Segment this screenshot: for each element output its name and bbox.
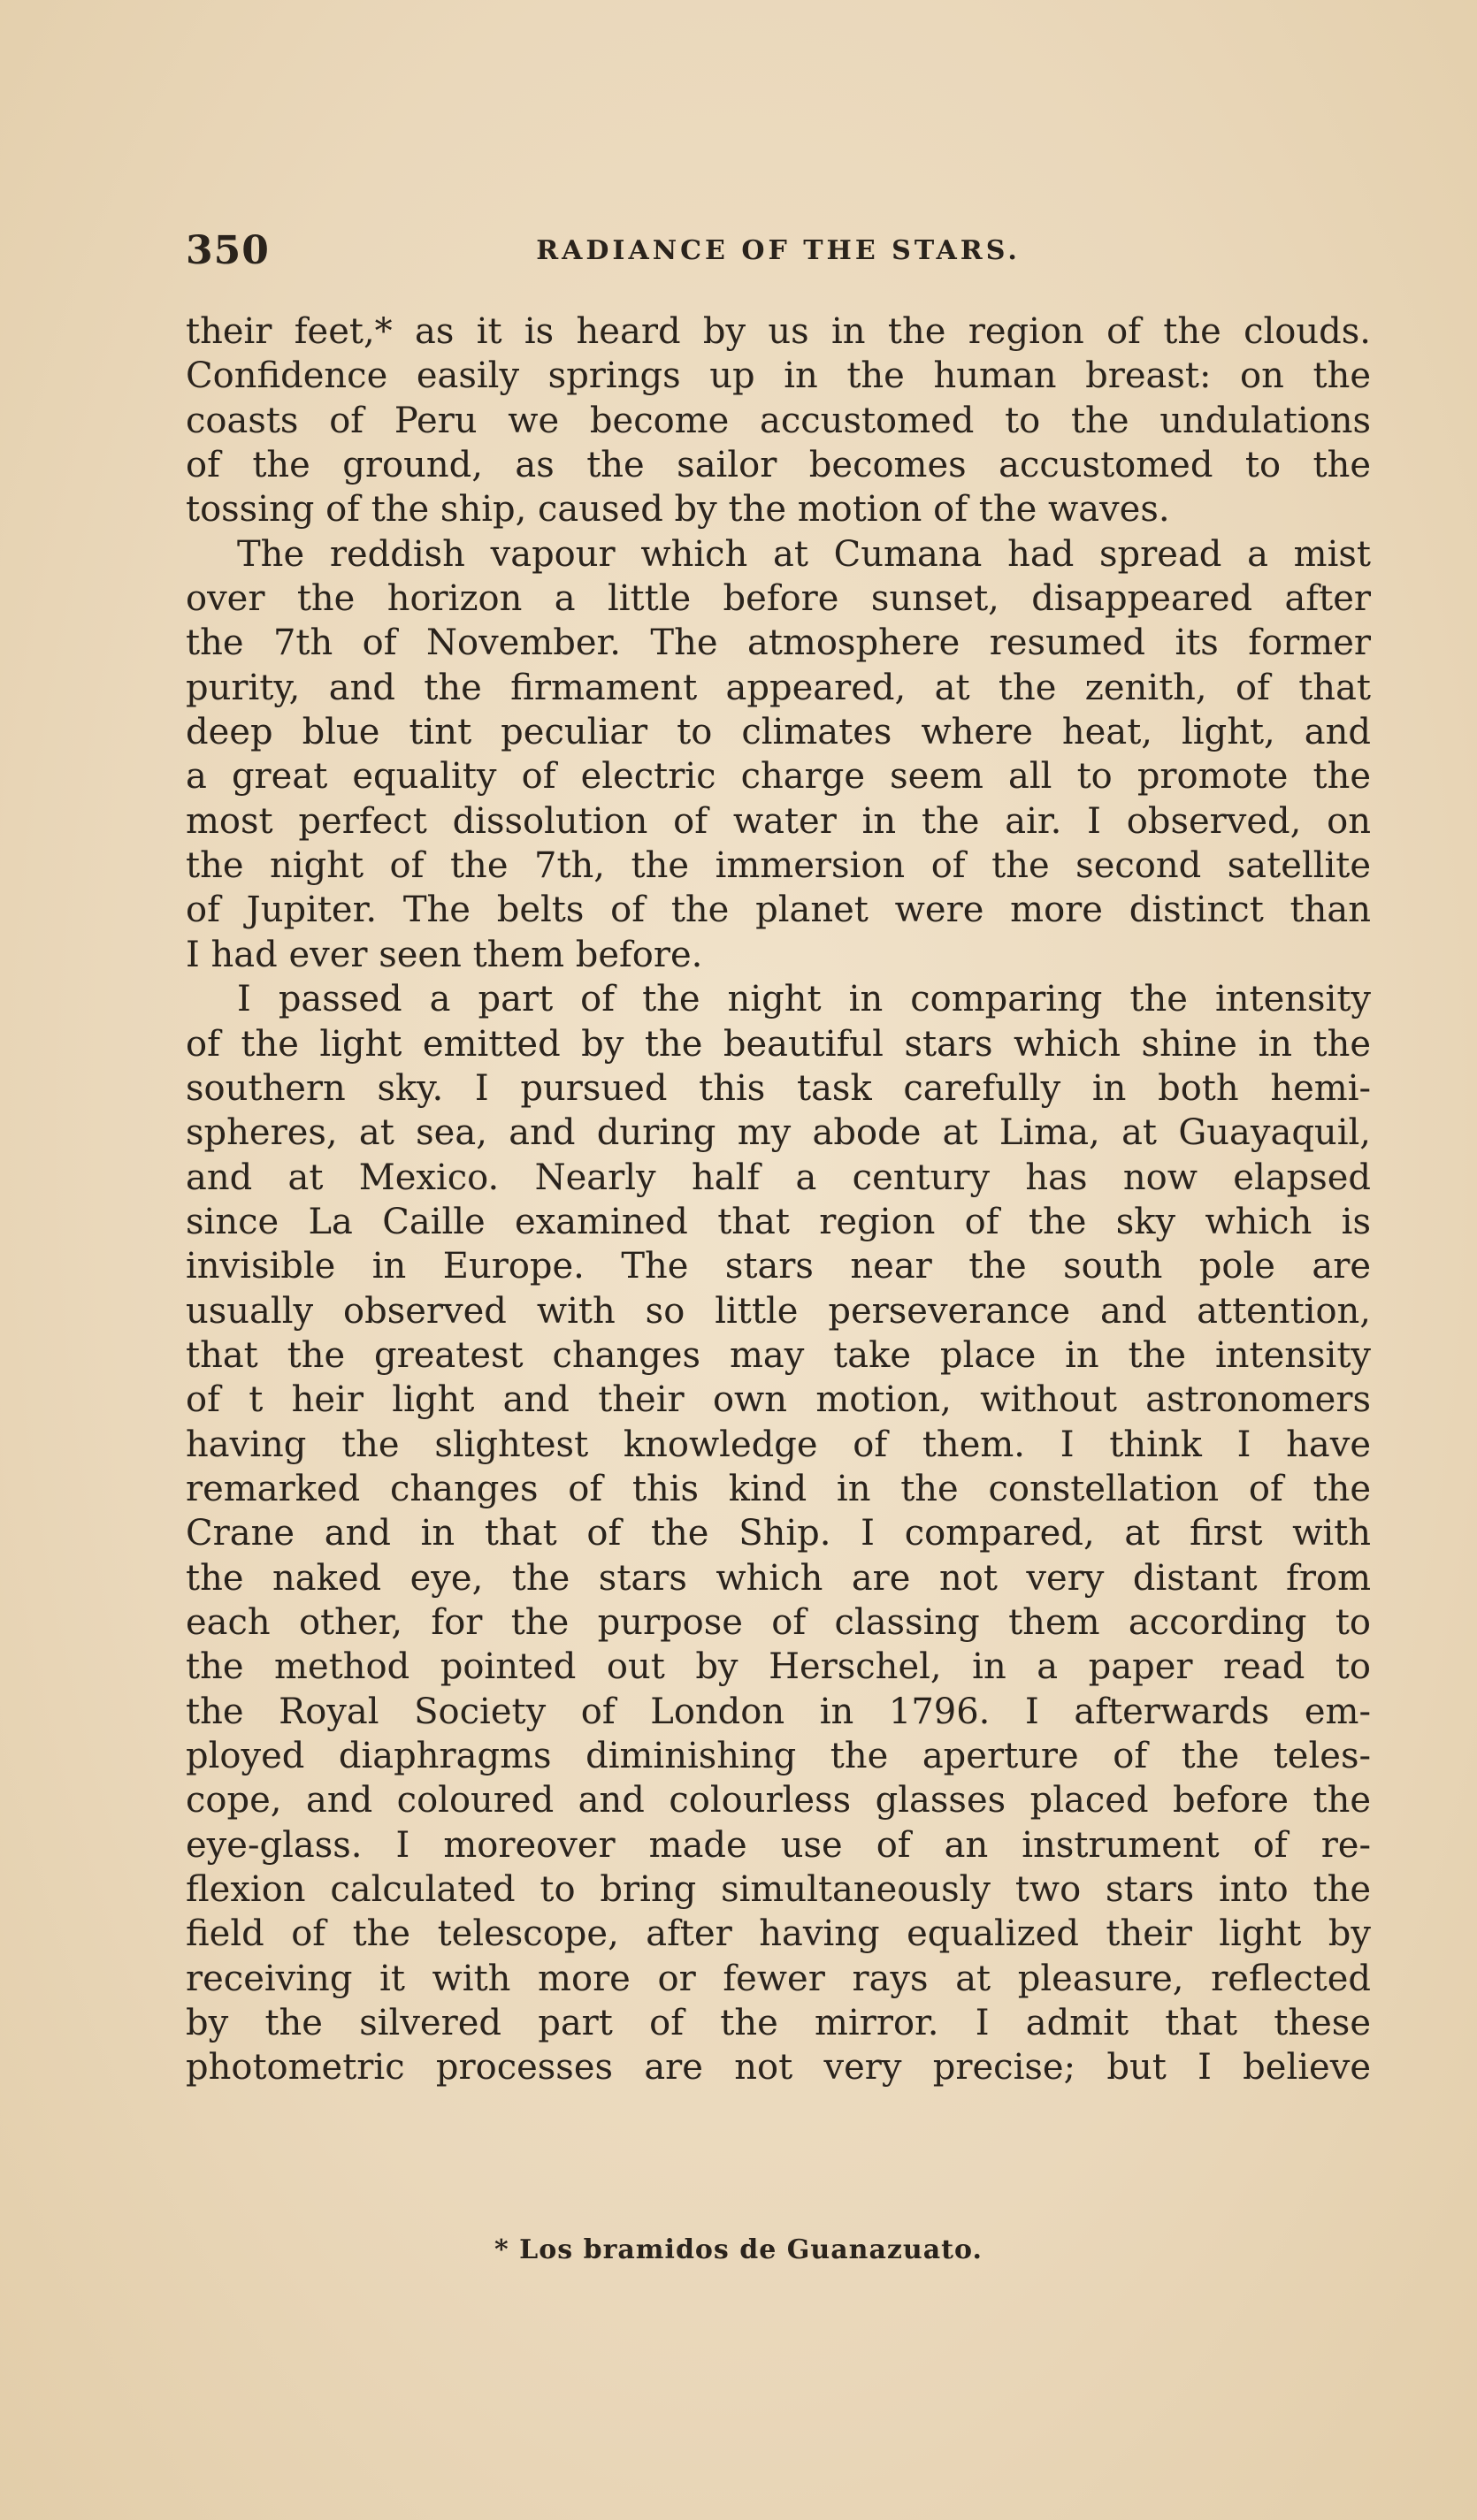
text-line: receiving it with more or fewer rays at pleasure, reflected bbox=[186, 1958, 1371, 1999]
text-line: a great equality of electric charge seem all to promote the bbox=[186, 756, 1371, 798]
text-line: of Jupiter. The belts of the planet were more distinct than bbox=[186, 890, 1371, 931]
text-line: photometric processes are not very precise; but I believe bbox=[186, 2047, 1371, 2089]
text-line: tossing of the ship, caused by the motion of the waves. bbox=[186, 489, 1170, 531]
page-header bbox=[186, 228, 1371, 281]
text-line: ployed diaphragms diminishing the aperture of the teles- bbox=[186, 1736, 1371, 1776]
text-line: usually observed with so little perseverance and attention, bbox=[186, 1290, 1371, 1332]
text-line: the 7th of November. The atmosphere resumed its former bbox=[186, 622, 1371, 664]
text-line: cope, and coloured and colourless glasses placed before the bbox=[186, 1780, 1371, 1821]
text-line: invisible in Europe. The stars near the south pole are bbox=[186, 1246, 1371, 1287]
text-line: the Royal Society of London in 1796. I afterwards em- bbox=[186, 1691, 1371, 1732]
text-line: their feet,* as it is heard by us in the region of the clouds. bbox=[186, 311, 1371, 352]
text-line: eye-glass. I moreover made use of an instrument of re- bbox=[186, 1824, 1371, 1866]
text-line: the naked eye, the stars which are not very distant from bbox=[186, 1557, 1371, 1599]
text-line: southern sky. I pursued this task carefully in both hemi- bbox=[186, 1067, 1371, 1109]
text-line: of t heir light and their own motion, without astronomers bbox=[186, 1379, 1371, 1421]
page-number: 350 bbox=[186, 228, 270, 273]
text-line: The reddish vapour which at Cumana had spread a mist bbox=[237, 533, 1371, 575]
text-line: flexion calculated to bring simultaneously two stars into the bbox=[186, 1869, 1371, 1911]
text-line: since La Caille examined that region of the sky which is bbox=[186, 1201, 1371, 1242]
running-title: RADIANCE OF THE STARS. bbox=[536, 235, 1021, 266]
text-line: I passed a part of the night in comparing the intensity bbox=[237, 979, 1371, 1020]
footnote: * Los bramidos de Guanazuato. bbox=[494, 2234, 983, 2265]
text-line: by the silvered part of the mirror. I admit that these bbox=[186, 2003, 1371, 2044]
text-line: having the slightest knowledge of them. I think I have bbox=[186, 1424, 1371, 1465]
text-line: I had ever seen them before. bbox=[186, 934, 703, 975]
text-line: of the light emitted by the beautiful stars which shine in the bbox=[186, 1023, 1371, 1065]
text-line: each other, for the purpose of classing them according to bbox=[186, 1601, 1371, 1643]
text-line: and at Mexico. Nearly half a century has now elapsed bbox=[186, 1157, 1371, 1198]
text-line: Confidence easily springs up in the human breast: on the bbox=[186, 355, 1371, 397]
text-line: spheres, at sea, and during my abode at Lima, at Guayaquil, bbox=[186, 1112, 1371, 1154]
text-line: deep blue tint peculiar to climates where heat, light, and bbox=[186, 712, 1371, 753]
text-line: most perfect dissolution of water in the air. I observed, on bbox=[186, 800, 1371, 842]
text-line: that the greatest changes may take place in the intensity bbox=[186, 1334, 1371, 1376]
text-line: field of the telescope, after having equalized their light by bbox=[186, 1913, 1371, 1955]
text-line: coasts of Peru we become accustomed to the undulations bbox=[186, 400, 1371, 441]
text-line: the night of the 7th, the immersion of the second satellite bbox=[186, 845, 1371, 887]
text-line: purity, and the firmament appeared, at the zenith, of that bbox=[186, 667, 1371, 708]
text-line: over the horizon a little before sunset, disappeared after bbox=[186, 578, 1371, 620]
body-text bbox=[186, 309, 1371, 2090]
text-line: the method pointed out by Herschel, in a paper read to bbox=[186, 1646, 1371, 1688]
text-line: remarked changes of this kind in the constellation of the bbox=[186, 1468, 1371, 1509]
text-line: of the ground, as the sailor becomes accustomed to the bbox=[186, 445, 1371, 486]
text-line: Crane and in that of the Ship. I compared, at first with bbox=[186, 1513, 1371, 1554]
